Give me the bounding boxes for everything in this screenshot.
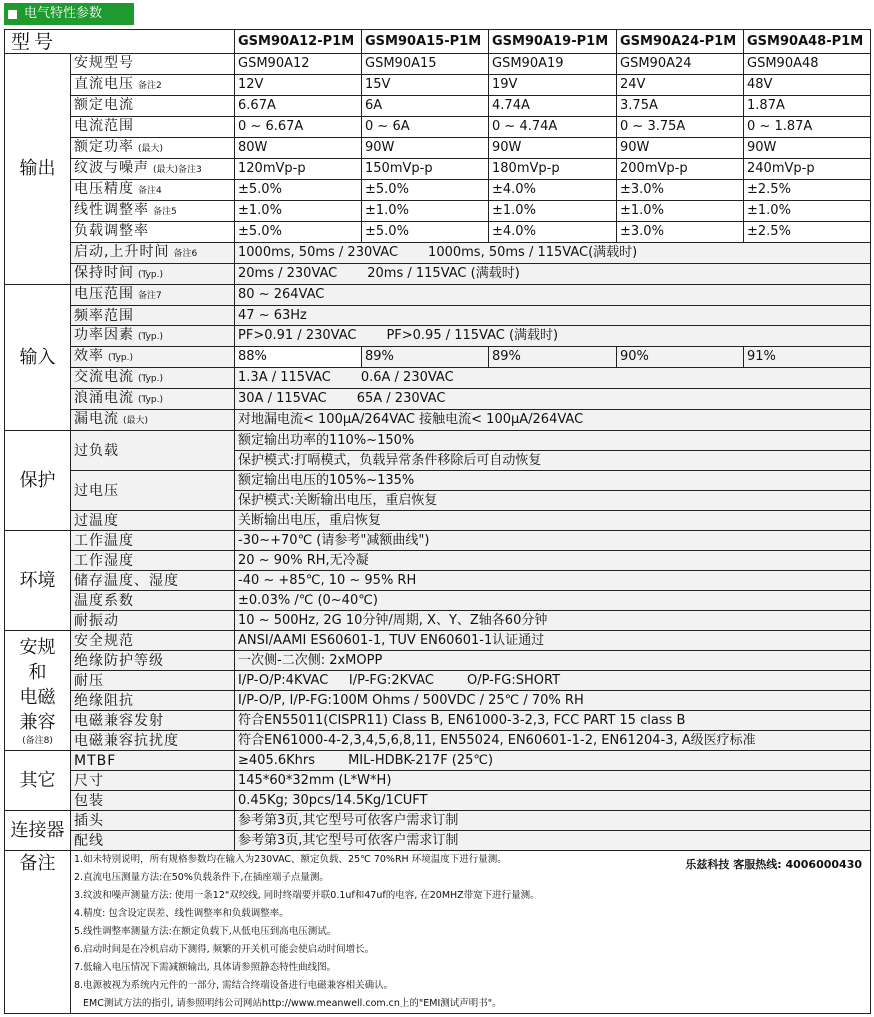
- cell: 48V: [744, 75, 871, 96]
- row-label: 负载调整率: [71, 222, 235, 243]
- cell: PF>0.91 / 230VAC PF>0.95 / 115VAC (满载时): [235, 326, 871, 347]
- protection-row: [5, 431, 871, 451]
- cell: ±5.0%: [362, 222, 489, 243]
- cell: 保护模式:关断输出电压，重启恢复: [235, 491, 871, 511]
- cell: 90W: [617, 138, 744, 159]
- note-line: 6.启动时间是在冷机启动下测得, 频繁的开关机可能会使启动时间增长。: [74, 944, 375, 955]
- row-label: 频率范围: [71, 306, 235, 326]
- row-label: 过负载: [71, 431, 235, 471]
- cell: 1.87A: [744, 96, 871, 117]
- cell: 3.75A: [617, 96, 744, 117]
- row-label: 线性调整率 备注5: [71, 201, 235, 222]
- cell: ±1.0%: [362, 201, 489, 222]
- notes-row: [5, 851, 871, 1014]
- input-row: [5, 410, 871, 431]
- cell: 一次侧-二次侧: 2xMOPP: [235, 651, 871, 671]
- cell: ±1.0%: [235, 201, 362, 222]
- cell: 30A / 115VAC 65A / 230VAC: [235, 389, 871, 410]
- cell: 符合EN61000-4-2,3,4,5,6,8,11, EN55024, EN60601-1-2, EN61204-3, A级医疗标准: [235, 731, 871, 751]
- row-label: 包装: [71, 791, 235, 811]
- cell: 145*60*32mm (L*W*H): [235, 771, 871, 791]
- hotline: 乐兹科技 客服热线: 4006000430: [685, 858, 863, 871]
- cell: 180mVp-p: [489, 159, 617, 180]
- input-row: [5, 368, 871, 389]
- cell: ±1.0%: [744, 201, 871, 222]
- section-header: [4, 3, 134, 25]
- note-line: 2.直流电压测量方法:在50%负载条件下,在插座端子点量测。: [74, 872, 329, 883]
- row-label: 绝缘阻抗: [71, 691, 235, 711]
- others-section-label: 其它: [5, 751, 71, 811]
- cell: 0.45Kg; 30pcs/14.5Kg/1CUFT: [235, 791, 871, 811]
- cell: 符合EN55011(CISPR11) Class B, EN61000-3-2,3, FCC PART 15 class B: [235, 711, 871, 731]
- input-row: [5, 389, 871, 410]
- cell: 0 ~ 4.74A: [489, 117, 617, 138]
- note-line: 4.精度: 包含设定误差、线性调整率和负载调整率。: [74, 908, 289, 919]
- cell: 200mVp-p: [617, 159, 744, 180]
- row-label: MTBF: [71, 751, 235, 771]
- others-row: [5, 751, 871, 771]
- cell: I/P-O/P:4KVAC I/P-FG:2KVAC O/P-FG:SHORT: [235, 671, 871, 691]
- model-name: GSM90A19-P1M: [489, 30, 617, 54]
- environment-row: [5, 531, 871, 551]
- square-icon: [8, 10, 17, 19]
- safety-row: [5, 711, 871, 731]
- others-row: [5, 791, 871, 811]
- cell: ±3.0%: [617, 180, 744, 201]
- connector-section-label: 连接器: [5, 811, 71, 851]
- note-line: 3.纹波和噪声测量方法: 使用一条12"双绞线, 同时终端要并联0.1uf和47uf的电容, 在20MHZ带宽下进行量测。: [74, 890, 540, 901]
- cell: I/P-O/P, I/P-FG:100M Ohms / 500VDC / 25℃ / 70% RH: [235, 691, 871, 711]
- row-label: 额定功率 (最大): [71, 138, 235, 159]
- row-label: 工作湿度: [71, 551, 235, 571]
- cell: 1.3A / 115VAC 0.6A / 230VAC: [235, 368, 871, 389]
- model-row: [5, 30, 871, 54]
- cell: 参考第3页,其它型号可依客户需求订制: [235, 831, 871, 851]
- cell: GSM90A48: [744, 54, 871, 75]
- output-row: [5, 159, 871, 180]
- cell: 150mVp-p: [362, 159, 489, 180]
- output-row: [5, 117, 871, 138]
- safety-row: [5, 691, 871, 711]
- cell: 80W: [235, 138, 362, 159]
- others-row: [5, 771, 871, 791]
- cell: 关断输出电压，重启恢复: [235, 511, 871, 531]
- row-label: 纹波与噪声 (最大)备注3: [71, 159, 235, 180]
- environment-row: [5, 611, 871, 631]
- note-line: EMC测试方法的指引, 请参照明纬公司网站http://www.meanwell.com.cn上的"EMI测试声明书"。: [74, 998, 502, 1009]
- cell: ≥405.6Khrs MIL-HDBK-217F (25℃): [235, 751, 871, 771]
- cell: ±2.5%: [744, 180, 871, 201]
- cell: 90W: [744, 138, 871, 159]
- row-label: 交流电流 (Typ.): [71, 368, 235, 389]
- cell: 240mVp-p: [744, 159, 871, 180]
- cell: 89%: [362, 347, 489, 368]
- input-row: [5, 326, 871, 347]
- safety-row: [5, 731, 871, 751]
- cell: 保护模式:打嗝模式，负载异常条件移除后可自动恢复: [235, 451, 871, 471]
- output-row: [5, 243, 871, 264]
- row-label: 插头: [71, 811, 235, 831]
- row-label: 电流范围: [71, 117, 235, 138]
- row-label: 安全规范: [71, 631, 235, 651]
- cell: 47 ~ 63Hz: [235, 306, 871, 326]
- row-label: 保持时间 (Typ.): [71, 264, 235, 285]
- cell: 6A: [362, 96, 489, 117]
- cell: 120mVp-p: [235, 159, 362, 180]
- cell: 19V: [489, 75, 617, 96]
- protection-row: [5, 471, 871, 491]
- output-section-label: 输出: [5, 54, 71, 285]
- cell: ±4.0%: [489, 222, 617, 243]
- row-label: 电压精度 备注4: [71, 180, 235, 201]
- cell: ±5.0%: [235, 180, 362, 201]
- row-label: 启动,上升时间 备注6: [71, 243, 235, 264]
- input-row: [5, 306, 871, 326]
- section-header-label: 电气特性参数: [24, 6, 103, 21]
- cell: 89%: [489, 347, 617, 368]
- model-name: GSM90A12-P1M: [235, 30, 362, 54]
- cell: ±5.0%: [235, 222, 362, 243]
- cell: GSM90A19: [489, 54, 617, 75]
- output-row: [5, 96, 871, 117]
- row-label: 耐振动: [71, 611, 235, 631]
- input-section-label: 输入: [5, 285, 71, 431]
- cell: 90%: [617, 347, 744, 368]
- cell: 80 ~ 264VAC: [235, 285, 871, 306]
- output-row: [5, 75, 871, 96]
- cell: 91%: [744, 347, 871, 368]
- cell: 0 ~ 1.87A: [744, 117, 871, 138]
- row-label: 电磁兼容发射: [71, 711, 235, 731]
- note-line: 1.如未特别说明，所有规格参数均在输入为230VAC、额定负载、25℃ 70%RH 环境温度下进行量测。: [74, 854, 507, 865]
- row-label: 功率因素 (Typ.): [71, 326, 235, 347]
- connector-row: [5, 811, 871, 831]
- note-line: 5.线性调整率测量方法:在额定负载下,从低电压到高电压测试。: [74, 926, 337, 937]
- environment-row: [5, 551, 871, 571]
- row-label: 储存温度、湿度: [71, 571, 235, 591]
- model-name: GSM90A24-P1M: [617, 30, 744, 54]
- row-label: 直流电压 备注2: [71, 75, 235, 96]
- cell: ANSI/AAMI ES60601-1, TUV EN60601-1认证通过: [235, 631, 871, 651]
- safety-section-label: 安规 和 电磁 兼容 (备注8): [5, 631, 71, 751]
- note-line: 8.电源被视为系统内元件的一部分, 需结合终端设备进行电磁兼容相关确认。: [74, 980, 394, 991]
- environment-section-label: 环境: [5, 531, 71, 631]
- safety-row: [5, 651, 871, 671]
- safety-row: [5, 671, 871, 691]
- row-label: 温度系数: [71, 591, 235, 611]
- cell: 对地漏电流< 100μA/264VAC 接触电流< 100μA/264VAC: [235, 410, 871, 431]
- row-label: 电磁兼容抗扰度: [71, 731, 235, 751]
- output-row: [5, 264, 871, 285]
- row-label: 绝缘防护等级: [71, 651, 235, 671]
- cell: ±0.03% /℃ (0~40℃): [235, 591, 871, 611]
- cell: 0 ~ 6A: [362, 117, 489, 138]
- output-row: [5, 138, 871, 159]
- cell: 0 ~ 3.75A: [617, 117, 744, 138]
- cell: GSM90A15: [362, 54, 489, 75]
- row-label: 效率 (Typ.): [71, 347, 235, 368]
- row-label: 工作温度: [71, 531, 235, 551]
- cell: 15V: [362, 75, 489, 96]
- cell: GSM90A12: [235, 54, 362, 75]
- row-label: 尺寸: [71, 771, 235, 791]
- connector-row: [5, 831, 871, 851]
- protection-row: [5, 511, 871, 531]
- cell: 90W: [489, 138, 617, 159]
- cell: ±1.0%: [489, 201, 617, 222]
- cell: ±2.5%: [744, 222, 871, 243]
- cell: 4.74A: [489, 96, 617, 117]
- protection-section-label: 保护: [5, 431, 71, 531]
- cell: -40 ~ +85℃, 10 ~ 95% RH: [235, 571, 871, 591]
- cell: ±4.0%: [489, 180, 617, 201]
- model-label: 型号: [5, 30, 235, 54]
- model-name: GSM90A15-P1M: [362, 30, 489, 54]
- cell: 6.67A: [235, 96, 362, 117]
- cell: 20 ~ 90% RH,无冷凝: [235, 551, 871, 571]
- cell: ±3.0%: [617, 222, 744, 243]
- cell: 90W: [362, 138, 489, 159]
- input-row: [5, 285, 871, 306]
- cell: 额定输出功率的110%~150%: [235, 431, 871, 451]
- spec-table: [4, 29, 871, 1014]
- cell: ±1.0%: [617, 201, 744, 222]
- row-label: 配线: [71, 831, 235, 851]
- output-row: [5, 201, 871, 222]
- cell: 额定输出电压的105%~135%: [235, 471, 871, 491]
- input-row: [5, 347, 871, 368]
- row-label: 浪涌电流 (Typ.): [71, 389, 235, 410]
- output-row: [5, 54, 871, 75]
- row-label: 过电压: [71, 471, 235, 511]
- cell: 10 ~ 500Hz, 2G 10分钟/周期, X、Y、Z轴各60分钟: [235, 611, 871, 631]
- cell: 88%: [235, 347, 362, 368]
- output-row: [5, 180, 871, 201]
- cell: 参考第3页,其它型号可依客户需求订制: [235, 811, 871, 831]
- safety-row: [5, 631, 871, 651]
- cell: ±5.0%: [362, 180, 489, 201]
- row-label: 过温度: [71, 511, 235, 531]
- cell: 0 ~ 6.67A: [235, 117, 362, 138]
- row-label: 额定电流: [71, 96, 235, 117]
- environment-row: [5, 571, 871, 591]
- row-label: 耐压: [71, 671, 235, 691]
- cell: -30~+70℃ (请参考"减额曲线"): [235, 531, 871, 551]
- cell: 12V: [235, 75, 362, 96]
- row-label: 漏电流 (最大): [71, 410, 235, 431]
- model-name: GSM90A48-P1M: [744, 30, 871, 54]
- notes-cell: [71, 851, 871, 1014]
- cell: GSM90A24: [617, 54, 744, 75]
- cell: 24V: [617, 75, 744, 96]
- note-line: 7.低输入电压情况下需减额输出, 具体请参照静态特性曲线图。: [74, 962, 337, 973]
- cell: 1000ms, 50ms / 230VAC 1000ms, 50ms / 115VAC(满载时): [235, 243, 871, 264]
- row-label: 安规型号: [71, 54, 235, 75]
- output-row: [5, 222, 871, 243]
- notes-section-label: 备注: [5, 851, 71, 1014]
- cell: 20ms / 230VAC 20ms / 115VAC (满载时): [235, 264, 871, 285]
- environment-row: [5, 591, 871, 611]
- row-label: 电压范围 备注7: [71, 285, 235, 306]
